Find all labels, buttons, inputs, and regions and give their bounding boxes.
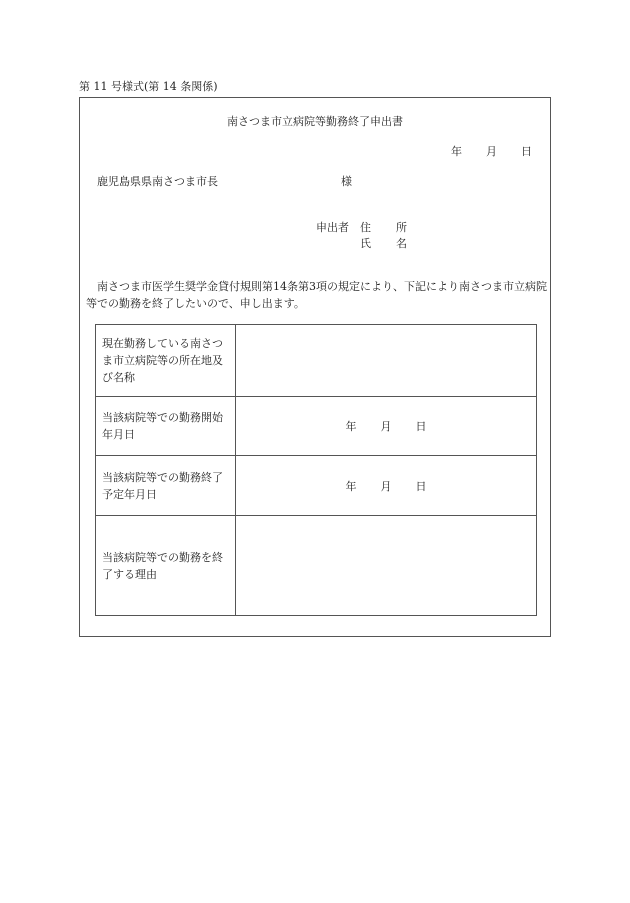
applicant-block bbox=[316, 220, 407, 252]
table-row bbox=[96, 516, 537, 616]
year-label: 年 bbox=[451, 145, 462, 158]
name-label-2: 名 bbox=[396, 237, 407, 250]
workplace-value-field[interactable] bbox=[236, 325, 537, 397]
details-table bbox=[95, 324, 537, 616]
month-label: 月 bbox=[380, 420, 392, 433]
row-label-reason: 当該病院等での勤務を終了する理由 bbox=[96, 516, 236, 616]
row-label-start-date: 当該病院等での勤務開始年月日 bbox=[96, 397, 236, 456]
form-frame bbox=[79, 97, 551, 637]
year-label: 年 bbox=[345, 420, 357, 433]
row-label-end-date: 当該病院等での勤務終了予定年月日 bbox=[96, 456, 236, 516]
table-row bbox=[96, 325, 537, 397]
row-label-workplace: 現在勤務している南さつま市立病院等の所在地及び名称 bbox=[96, 325, 236, 397]
addressee: 鹿児島県県南さつま市長 bbox=[97, 175, 218, 188]
form-number: 第 11 号様式(第 14 条関係) bbox=[79, 80, 218, 93]
start-date-field[interactable] bbox=[236, 397, 537, 456]
day-label: 日 bbox=[415, 479, 427, 493]
address-label-1: 住 bbox=[360, 221, 371, 234]
applicant-name-row bbox=[316, 236, 407, 252]
body-text: 南さつま市医学生奨学金貸付規則第14条第3項の規定により、下記により南さつま市立病院等での勤務を終了したいので、申し出ます。 bbox=[86, 280, 547, 310]
applicant-role: 申出者 bbox=[316, 221, 349, 234]
month-label: 月 bbox=[486, 145, 497, 158]
end-date-field[interactable] bbox=[236, 456, 537, 516]
reason-value-field[interactable] bbox=[236, 516, 537, 616]
name-label-1: 氏 bbox=[360, 237, 371, 250]
day-label: 日 bbox=[415, 420, 427, 433]
day-label: 日 bbox=[521, 145, 532, 158]
month-label: 月 bbox=[380, 479, 392, 493]
table-row bbox=[96, 456, 537, 516]
honorific: 様 bbox=[341, 175, 352, 188]
year-label: 年 bbox=[345, 479, 357, 493]
applicant-address-row bbox=[316, 220, 407, 236]
submission-date bbox=[451, 144, 532, 160]
table-row bbox=[96, 397, 537, 456]
document-title: 南さつま市立病院等勤務終了申出書 bbox=[227, 115, 403, 128]
address-label-2: 所 bbox=[396, 221, 407, 234]
